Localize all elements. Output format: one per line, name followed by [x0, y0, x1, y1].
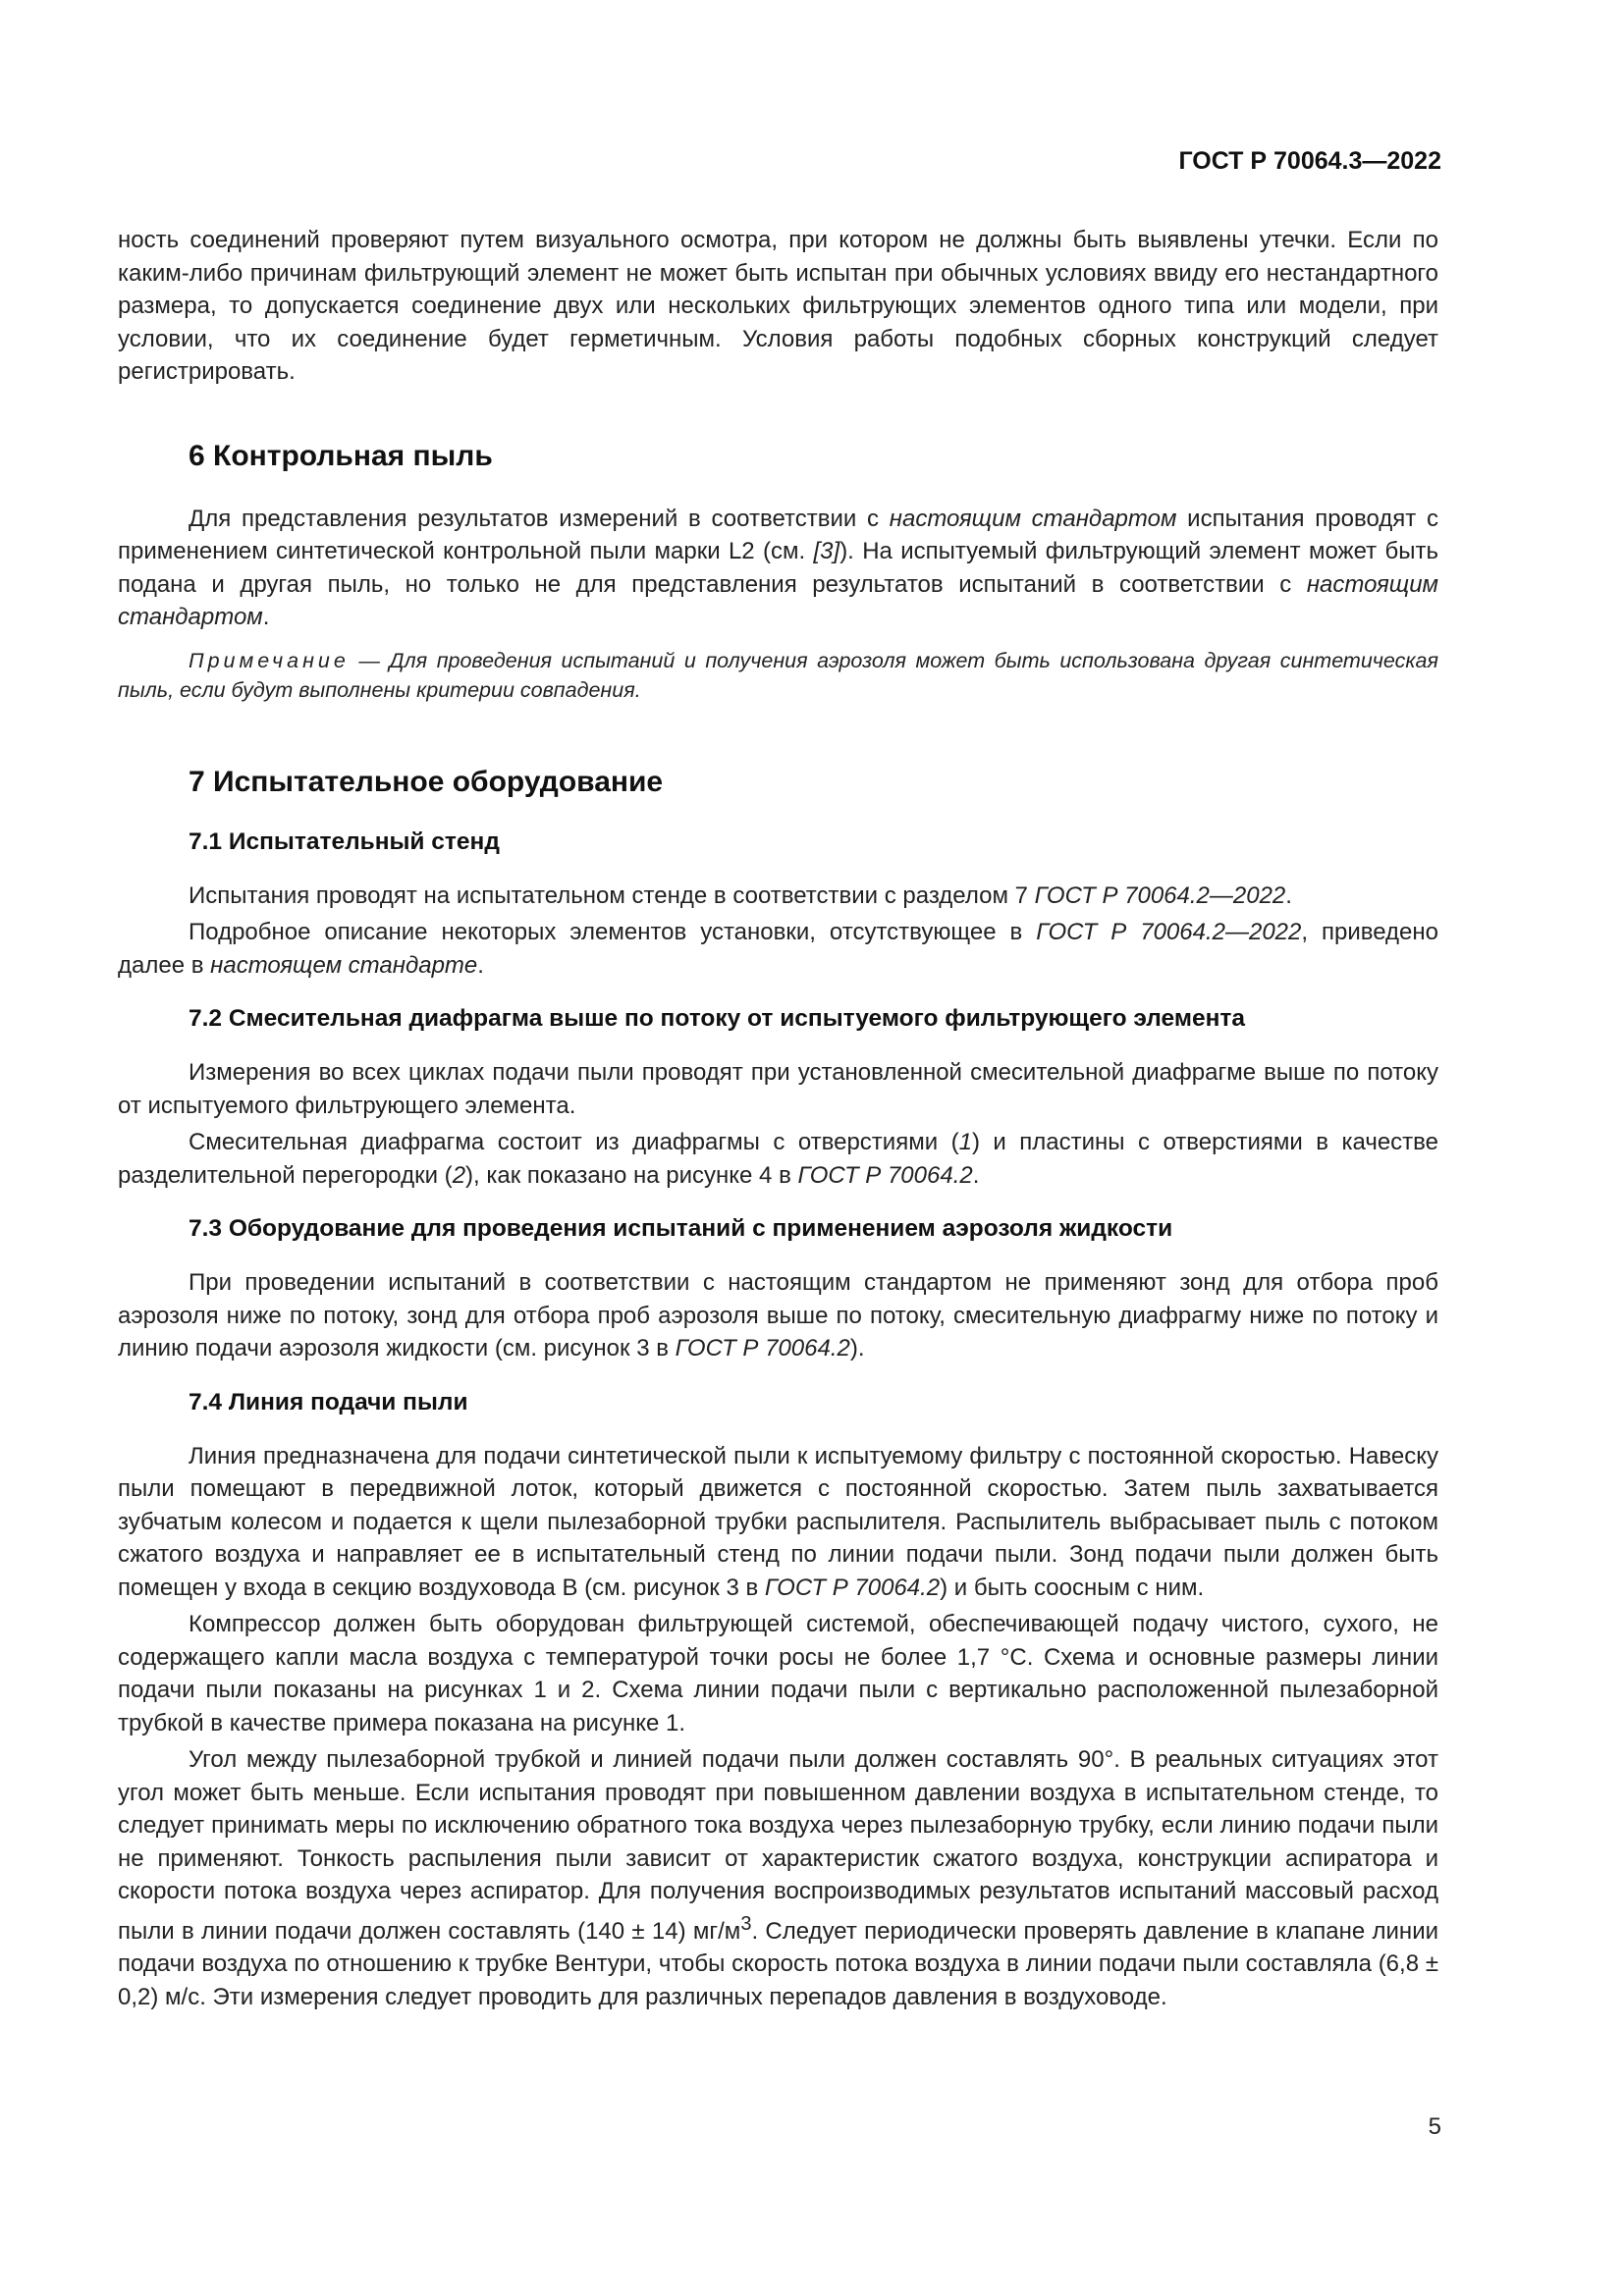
section-6-heading: 6 Контрольная пыль	[189, 439, 493, 472]
subsection-7-3-paragraph: При проведении испытаний в соответствии с настоящим стандартом не применяют зонд для отбора проб аэрозоля ниже по потоку, зонд для отбора проб аэрозоля выше по потоку, смесительную диафрагму ниже по потоку и линию подачи аэрозоля жидкости (см. рисунок 3 в ГОСТ Р 70064.2).	[118, 1269, 1438, 1362]
subsection-7-1-paragraph-1: Испытания проводят на испытательном стенде в соответствии с разделом 7 ГОСТ Р 70064.2—2022.	[189, 881, 1292, 909]
document-body	[118, 224, 1438, 2013]
subsection-7-2-heading: 7.2 Смесительная диафрагма выше по потоку от испытуемого фильтрующего элемента	[189, 1005, 1246, 1032]
subsection-7-4-paragraph-3: Угол между пылезаборной трубкой и линией подачи пыли должен составлять 90°. В реальных ситуациях этот угол может быть меньше. Если испытания проводят при повышенном давлении воздуха в испытательном стенде, то следует принимать меры по исключению обратного тока воздуха через пылезаборную трубку, если линию подачи пыли не применяют. Тонкость распыления пыли зависит от характеристик сжатого воздуха, конструкции аспиратора и скорости потока воздуха через аспиратор. Для получения воспроизводимых результатов испытаний массовый расход пыли в линии подачи должен составлять (140 ± 14) $мг/м^3$. Следует периодически проверять давление в клапане линии подачи воздуха по отношению к трубке Вентури, чтобы скорость потока воздуха в линии подачи пыли составляла (6,8 ± 0,2) м/с. Эти измерения следует проводить для различных перепадов давления в воздуховоде.	[118, 1746, 1439, 2010]
subsection-7-1-heading: 7.1 Испытательный стенд	[189, 828, 500, 855]
intro-paragraph: ность соединений проверяют путем визуального осмотра, при котором не должны быть выявлены утечки. Если по каким-либо причинам фильтрующий элемент не может быть испытан при обычных условиях ввиду его нестандартного размера, то допускается соединение двух или нескольких фильтрующих элементов одного типа или модели, при условии, что их соединение будет герметичным. Условия работы подобных сборных конструкций следует регистрировать.	[118, 227, 1438, 385]
subsection-7-2-paragraph-1: Измерения во всех циклах подачи пыли проводят при установленной смесительной диафрагме выше по потоку от испытуемого фильтрующего элемента.	[118, 1059, 1438, 1119]
subsection-7-4-paragraph-1: Линия предназначена для подачи синтетической пыли к испытуемому фильтру с постоянной скоростью. Навеску пыли помещают в передвижной лоток, который движется с постоянной скоростью. Затем пыль захватывается зубчатым колесом и подается к щели пылезаборной трубки распылителя. Распылитель выбрасывает пыль с потоком сжатого воздуха и направляет ее в испытательный стенд по линии подачи пыли. Зонд подачи пыли должен быть помещен у входа в секцию воздуховода В (см. рисунок 3 в ГОСТ Р 70064.2) и быть соосным с ним.	[118, 1442, 1438, 1601]
subsection-7-4-heading: 7.4 Линия подачи пыли	[189, 1388, 468, 1415]
document-code: ГОСТ Р 70064.3—2022	[1178, 147, 1441, 175]
page-number: 5	[1428, 2113, 1441, 2140]
section-6-paragraph: Для представления результатов измерений в соответствии с настоящим стандартом испытания проводят с применением синтетической контрольной пыли марки L2 (см. [3]). На испытуемый фильтрующий элемент может быть подана и другая пыль, но только не для представления результатов испытаний в соответствии с настоящим стандартом.	[118, 505, 1439, 630]
subsection-7-4-paragraph-2: Компрессор должен быть оборудован фильтрующей системой, обеспечивающей подачу чистого, сухого, не содержащего капли масла воздуха с температурой точки росы не более 1,7 °С. Схема и основные размеры линии подачи пыли показаны на рисунках 1 и 2. Схема линии подачи пыли с вертикально расположенной пылезаборной трубкой в качестве примера показана на рисунке 1.	[118, 1611, 1438, 1736]
subsection-7-1-paragraph-2: Подробное описание некоторых элементов установки, отсутствующее в ГОСТ Р 70064.2—2022, приведено далее в настоящем стандарте.	[118, 919, 1438, 979]
subsection-7-3-heading: 7.3 Оборудование для проведения испытаний с применением аэрозоля жидкости	[189, 1215, 1173, 1242]
subsection-7-2-paragraph-2: Смесительная диафрагма состоит из диафрагмы с отверстиями (1) и пластины с отверстиями в качестве разделительной перегородки (2), как показано на рисунке 4 в ГОСТ Р 70064.2.	[118, 1129, 1438, 1189]
section-7-heading: 7 Испытательное оборудование	[189, 765, 664, 798]
section-6-note: Примечание — Для проведения испытаний и получения аэрозоля может быть использована другая синтетическая пыль, если будут выполнены критерии совпадения.	[118, 648, 1438, 702]
note-label: Примечание	[189, 648, 350, 672]
